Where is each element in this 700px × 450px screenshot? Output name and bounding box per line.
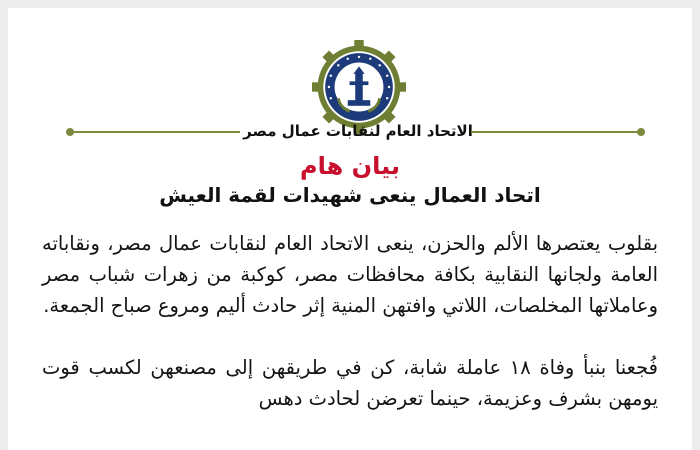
union-name: الاتحاد العام لنقابات عمال مصر <box>243 122 473 140</box>
body-paragraph-1: بقلوب يعتصرها الألم والحزن، ينعى الاتحاد العام لنقابات عمال مصر، ونقاباته العامة ولجانها النقابية بكافة محافظات مصر، كوكبة من زهرات شباب مصر وعاملاتها المخلصات، اللاتي وافتهن المنية إثر حادث أليم ومروع صباح الجمعة. <box>42 232 658 317</box>
body-paragraph-2: فُجعنا بنبأ وفاة ١٨ عاملة شابة، كن في طريقهن إلى مصنعهن لكسب قوت يومهن بشرف وعزيمة، حينما تعرضن لحادث دهس <box>42 356 658 410</box>
divider-dot <box>66 128 74 136</box>
divider-dot <box>637 128 645 136</box>
statement-title: بيان هام <box>300 152 400 180</box>
divider-right <box>471 131 641 133</box>
statement-body <box>42 228 658 414</box>
statement-headline: اتحاد العمال ينعى شهيدات لقمة العيش <box>159 183 541 207</box>
divider-left <box>70 131 240 133</box>
